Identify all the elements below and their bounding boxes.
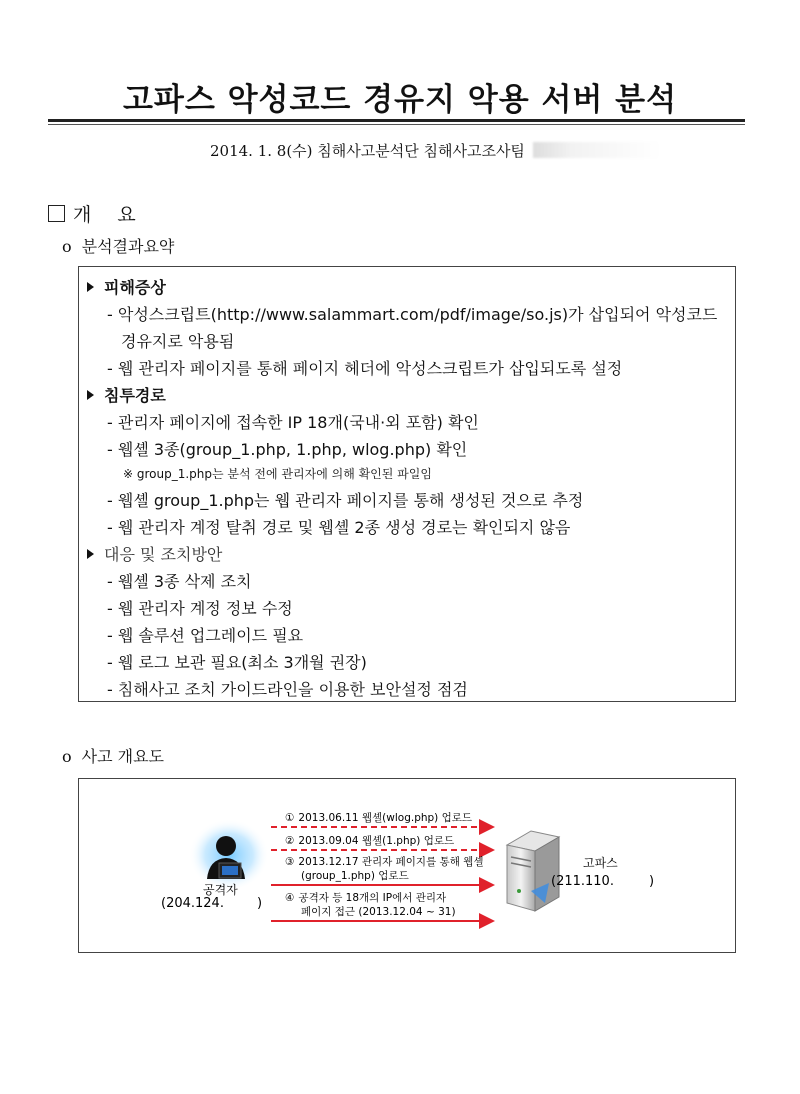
group-heading (87, 383, 166, 406)
group-title: 대응 및 조치방안 (104, 545, 223, 564)
summary-line: - 침해사고 조치 가이드라인을 이용한 보안설정 점검 (107, 680, 468, 699)
document-title: 고파스 악성코드 경유지 악용 서버 분석 (122, 82, 678, 118)
summary-line: - 웹 관리자 계정 탈취 경로 및 웹셸 2종 생성 경로는 확인되지 않음 (107, 518, 571, 537)
group-heading (87, 542, 222, 565)
summary-line: - 관리자 페이지에 접속한 IP 18개(국내·외 포함) 확인 (107, 413, 479, 432)
overview-subheading (62, 744, 164, 767)
section-title: 개 요 (73, 204, 146, 226)
summary-line: - 웹셸 3종 삭제 조치 (107, 572, 252, 591)
server-icon (507, 831, 559, 911)
summary-subheading (62, 234, 174, 257)
summary-note: ※ group_1.php는 분석 전에 관리자에 의해 확인된 파일임 (123, 467, 432, 481)
overview-heading: 사고 개요도 (81, 747, 165, 766)
group-heading (87, 275, 166, 298)
bullet-o: o (62, 237, 72, 256)
summary-line: - 악성스크립트(http://www.salammart.com/pdf/image/so.js)가 삽입되어 악성코드 (107, 305, 718, 324)
redacted-name (533, 142, 661, 158)
summary-line: - 웹 로그 보관 필요(최소 3개월 권장) (107, 653, 367, 672)
triangle-bullet-icon (87, 549, 94, 559)
arrow-2-label: ② 2013.09.04 웹셸(1.php) 업로드 (285, 835, 455, 847)
arrow-3-label-line2: (group_1.php) 업로드 (301, 870, 409, 882)
attacker-ip-close: ) (257, 896, 263, 911)
title-rule-thick (48, 119, 745, 122)
arrow-4-label: ④ 공격자 등 18개의 IP에서 관리자 (285, 892, 447, 904)
triangle-bullet-icon (87, 282, 94, 292)
summary-box (78, 266, 736, 702)
attacker-label: 공격자 (203, 883, 238, 897)
incident-diagram (78, 778, 736, 953)
title-rule-thin (48, 124, 745, 125)
summary-line: - 웹 관리자 계정 정보 수정 (107, 599, 293, 618)
section-heading (48, 200, 146, 227)
group-title: 침투경로 (104, 386, 166, 405)
summary-heading: 분석결과요약 (81, 237, 175, 256)
summary-line: - 웹 솔루션 업그레이드 필요 (107, 626, 304, 645)
server-label: 고파스 (583, 856, 618, 870)
arrow-1-label: ① 2013.06.11 웹셸(wlog.php) 업로드 (285, 812, 473, 824)
triangle-bullet-icon (87, 390, 94, 400)
dateline (210, 140, 661, 161)
attacker-icon (189, 819, 269, 891)
attacker-ip: (204.124. (161, 896, 224, 911)
summary-line: 경유지로 악용됨 (121, 332, 235, 351)
dateline-text: 2014. 1. 8(수) 침해사고분석단 침해사고조사팀 (210, 142, 525, 160)
arrow-4-label-line2: 페이지 접근 (2013.12.04 ~ 31) (301, 906, 456, 918)
summary-line: - 웹셸 3종(group_1.php, 1.php, wlog.php) 확인 (107, 440, 468, 459)
group-title: 피해증상 (104, 278, 166, 297)
checkbox-square-icon (48, 205, 65, 222)
server-ip: (211.110. (551, 874, 614, 889)
summary-line: - 웹 관리자 페이지를 통해 페이지 헤더에 악성스크립트가 삽입되도록 설정 (107, 359, 623, 378)
server-ip-close: ) (649, 874, 655, 889)
bullet-o: o (62, 747, 72, 766)
arrow-3-label: ③ 2013.12.17 관리자 페이지를 통해 웹셸 (285, 856, 484, 868)
summary-line: - 웹셸 group_1.php는 웹 관리자 페이지를 통해 생성된 것으로 추정 (107, 491, 584, 510)
